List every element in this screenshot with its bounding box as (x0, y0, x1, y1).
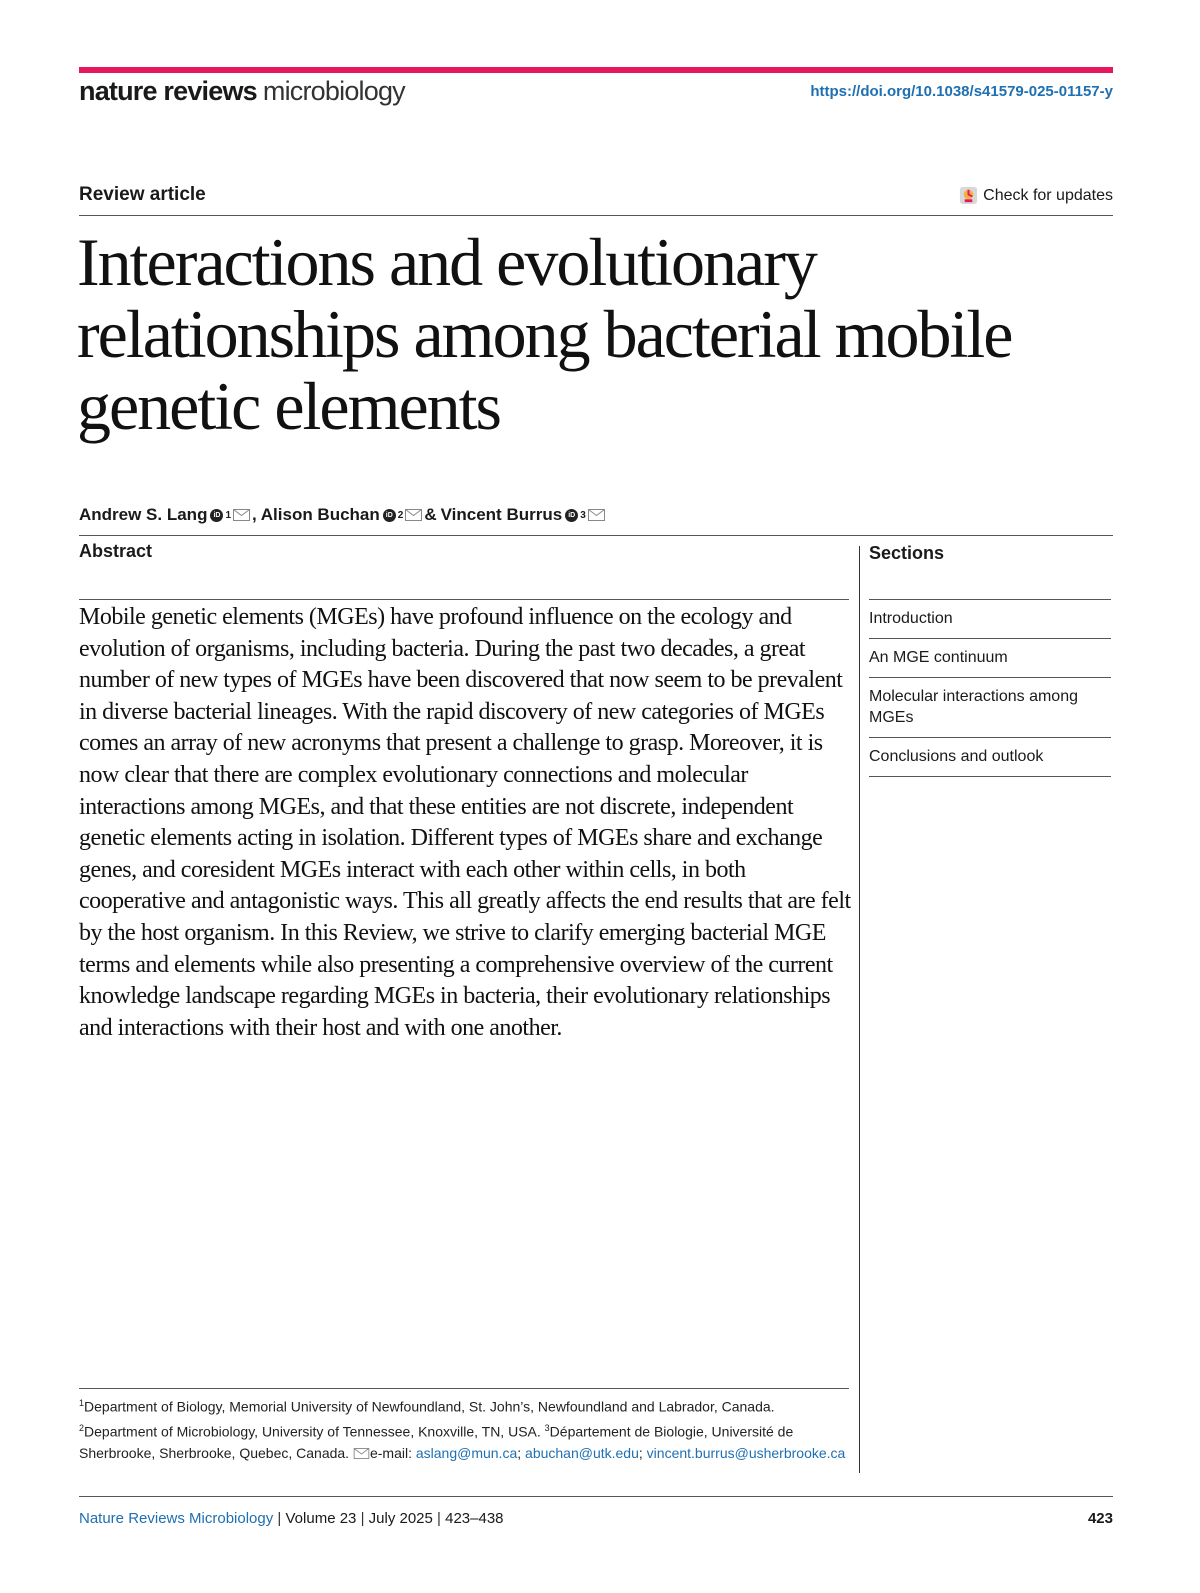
journal-logo (79, 76, 405, 107)
authors-divider (79, 535, 1113, 536)
sections-list (869, 599, 1111, 777)
check-updates-button[interactable] (959, 186, 1113, 205)
affiliations-divider (79, 1388, 849, 1389)
author-affiliation-number: 3 (580, 509, 586, 521)
section-link-mge-continuum[interactable]: An MGE continuum (869, 639, 1111, 678)
email-label: e-mail: (369, 1445, 412, 1462)
footer-divider (79, 1496, 1113, 1497)
journal-accent-bar (79, 67, 1113, 73)
doi-link[interactable]: https://doi.org/10.1038/s41579-025-01157-y (810, 83, 1113, 100)
header-divider (79, 215, 1113, 216)
affiliation-number: 2 (79, 1423, 85, 1434)
author-affiliation-number: 2 (397, 509, 404, 521)
affiliation-1: Department of Biology, Memorial University of Newfoundland, St. John’s, Newfoundland and Labrador, Canada. (84, 1398, 775, 1415)
author-separator: , (252, 505, 257, 524)
email-link[interactable]: aslang@mun.ca (415, 1445, 518, 1462)
orcid-icon[interactable]: iD (383, 509, 396, 522)
section-link-molecular-interactions[interactable]: Molecular interactions among MGEs (869, 678, 1111, 738)
page-number: 423 (1087, 1510, 1113, 1527)
section-link-conclusions[interactable]: Conclusions and outlook (869, 738, 1111, 777)
footer-journal-link[interactable]: Nature Reviews Microbiology (79, 1510, 274, 1527)
author-name[interactable]: Andrew S. Lang (79, 505, 208, 524)
article-title: Interactions and evolutionary relationships among bacterial mobile genetic elements (77, 224, 1012, 444)
section-link-introduction[interactable]: Introduction (869, 600, 1111, 639)
author-affiliation-number: 1 (225, 509, 232, 521)
orcid-icon[interactable]: iD (565, 509, 578, 522)
email-link[interactable]: vincent.burrus@usherbrooke.ca (646, 1445, 846, 1462)
affiliations: $^1$Department of Biology, Memorial University of Newfoundland, St. John’s, Newfoundland and Labrador, Canada. $^2$Department of Microbiology, University of Tennessee, Knoxville, TN, USA. $^3$Département de Biologie, Université de Sherbrooke, Sherbrooke, Quebec, Canada. e-mail: aslang@mun.ca; abuchan@utk.edu; vincent.burrus@usherbrooke.ca (79, 1398, 846, 1462)
footer-volume: Volume 23 (285, 1510, 357, 1527)
email-icon[interactable] (588, 509, 605, 521)
check-updates-label: Check for updates (983, 186, 1113, 204)
affiliation-number: 1 (79, 1398, 85, 1408)
author-name[interactable]: Alison Buchan (260, 505, 380, 524)
author-name[interactable]: Vincent Burrus (440, 505, 563, 524)
sections-heading: Sections (869, 543, 945, 563)
affiliation-3: Département de Biologie, Université de Sherbrooke, Sherbrooke, Quebec, Canada. (79, 1423, 794, 1462)
journal-logo-bold: nature reviews (79, 76, 257, 106)
affiliation-2: Department of Microbiology, University of Tennessee, Knoxville, TN, USA. (84, 1423, 541, 1440)
email-icon[interactable] (233, 509, 250, 521)
footer-citation: Nature Reviews Microbiology | Volume 23 | July 2025 | 423–438 (79, 1510, 504, 1527)
author-list (79, 505, 607, 525)
check-updates-icon (959, 186, 978, 205)
footer-date: July 2025 (368, 1510, 433, 1527)
abstract-divider (79, 599, 849, 600)
article-type: Review article (79, 184, 206, 205)
email-icon (353, 1448, 370, 1459)
column-divider (859, 546, 860, 1473)
orcid-icon[interactable]: iD (210, 509, 223, 522)
abstract-text: Mobile genetic elements (MGEs) have profound influence on the ecology and evolution of organisms, including bacteria. During the past two decades, a great number of new types of MGEs have been discovered that now seem to be prevalent in diverse bacterial lineages. With the rapid discovery of new categories of MGEs comes an array of new acronyms that present a challenge to grasp. Moreover, it is now clear that there are complex evolutionary connections and molecular interactions among MGEs, and that these entities are not discrete, independent genetic elements acting in isolation. Different types of MGEs share and exchange genes, and coresident MGEs interact with each other within cells, in both cooperative and antagonistic ways. This all greatly affects the end results that are felt by the host organism. In this Review, we strive to clarify emerging bacterial MGE terms and elements while also presenting a comprehensive overview of the current knowledge landscape regarding MGEs in bacteria, their evolutionary relationships and interactions with their host and with one another. (79, 604, 851, 1041)
abstract-heading: Abstract (79, 541, 153, 561)
journal-logo-light: microbiology (262, 76, 405, 106)
email-link[interactable]: abuchan@utk.edu (525, 1445, 639, 1462)
affiliation-number: 3 (544, 1423, 550, 1434)
author-separator: & (424, 505, 437, 524)
footer-pages: 423–438 (445, 1510, 504, 1527)
email-icon[interactable] (405, 509, 422, 521)
